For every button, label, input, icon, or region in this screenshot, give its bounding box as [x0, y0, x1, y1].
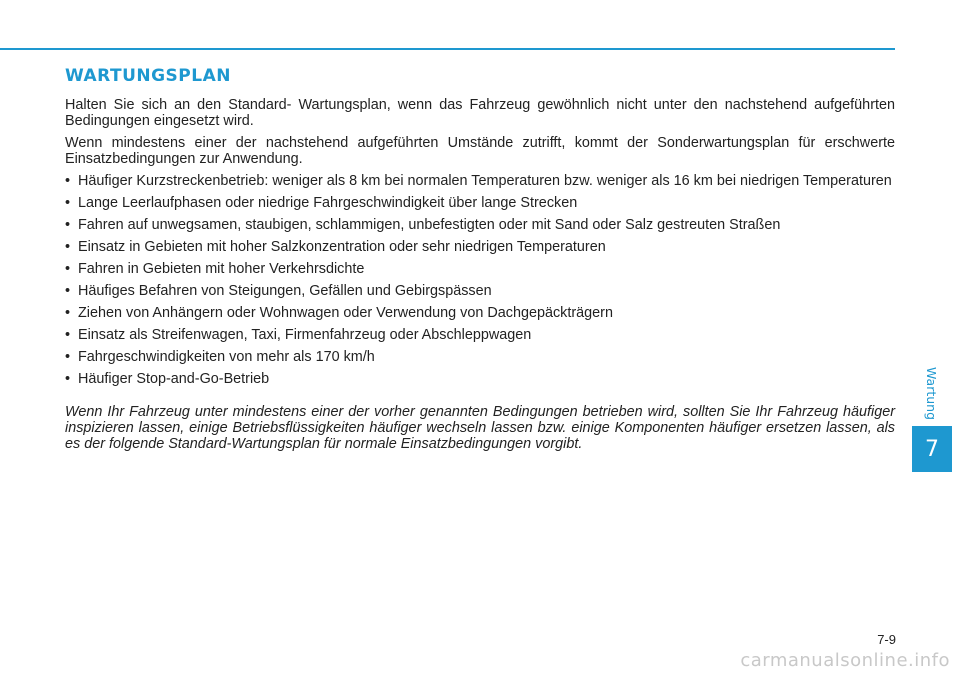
bullet-icon: •: [65, 261, 71, 277]
list-item-text: Fahrgeschwindigkeiten von mehr als 170 km/h: [78, 349, 375, 365]
intro-paragraph: Halten Sie sich an den Standard- Wartungsplan, wenn das Fahrzeug gewöhnlich nicht unter den nachstehend aufgeführten Bedingungen eingesetzt wird.: [65, 97, 895, 129]
list-item-text: Lange Leerlaufphasen oder niedrige Fahrgeschwindigkeit über lange Strecken: [78, 195, 578, 211]
bullet-icon: •: [65, 283, 71, 299]
list-item-text: Fahren in Gebieten mit hoher Verkehrsdichte: [78, 261, 365, 277]
bullet-icon: •: [65, 239, 71, 255]
chapter-side-label: [920, 364, 944, 422]
list-item: [65, 261, 895, 277]
list-item: [65, 195, 895, 211]
chapter-tab: 7: [912, 426, 952, 472]
list-item: [65, 349, 895, 365]
chapter-side-label-text: Wartung: [924, 366, 940, 420]
page-content: [65, 66, 895, 452]
list-item: [65, 239, 895, 255]
bullet-icon: •: [65, 173, 71, 189]
bullet-icon: •: [65, 327, 71, 343]
section-title: WARTUNGSPLAN: [65, 66, 231, 86]
list-item: [65, 217, 895, 233]
list-item: [65, 283, 895, 299]
watermark: carmanualsonline.info: [740, 650, 950, 671]
list-item-text: Einsatz als Streifenwagen, Taxi, Firmenfahrzeug oder Abschleppwagen: [78, 327, 532, 343]
list-item-text: Häufiger Kurzstreckenbetrieb: weniger als 8 km bei normalen Temperaturen bzw. weniger als 16 km bei niedrigen Temperaturen: [78, 173, 892, 189]
list-item-text: Häufiger Stop-and-Go-Betrieb: [78, 371, 270, 387]
maintenance-note: Wenn Ihr Fahrzeug unter mindestens einer der vorher genannten Bedingungen betrieben wird, sollten Sie Ihr Fahrzeug häufiger inspizieren lassen, einige Betriebsflüssigkeiten häufiger wechseln lassen bzw. einige Komponenten häufiger ersetzen lassen, als es der folgende Standard-Wartungsplan für normale Einsatzbedingungen vorgibt.: [65, 404, 895, 452]
bullet-icon: •: [65, 371, 71, 387]
bullet-icon: •: [65, 195, 71, 211]
conditions-list: [65, 173, 895, 387]
list-item: [65, 371, 895, 387]
top-rule: [0, 48, 895, 50]
list-item-text: Fahren auf unwegsamen, staubigen, schlammigen, unbefestigten oder mit Sand oder Salz gestreuten Straßen: [78, 217, 781, 233]
page-number: 7-9: [877, 632, 896, 647]
list-item-text: Häufiges Befahren von Steigungen, Gefällen und Gebirgspässen: [78, 283, 492, 299]
bullet-icon: •: [65, 349, 71, 365]
list-item: [65, 173, 895, 189]
list-item-text: Einsatz in Gebieten mit hoher Salzkonzentration oder sehr niedrigen Temperaturen: [78, 239, 606, 255]
bullet-icon: •: [65, 305, 71, 321]
list-item: [65, 327, 895, 343]
list-item-text: Ziehen von Anhängern oder Wohnwagen oder Verwendung von Dachgepäckträgern: [78, 305, 613, 321]
list-item: [65, 305, 895, 321]
intro-paragraph: Wenn mindestens einer der nachstehend aufgeführten Umstände zutrifft, kommt der Sonderwartungsplan für erschwerte Einsatzbedingungen zur Anwendung.: [65, 135, 895, 167]
bullet-icon: •: [65, 217, 71, 233]
